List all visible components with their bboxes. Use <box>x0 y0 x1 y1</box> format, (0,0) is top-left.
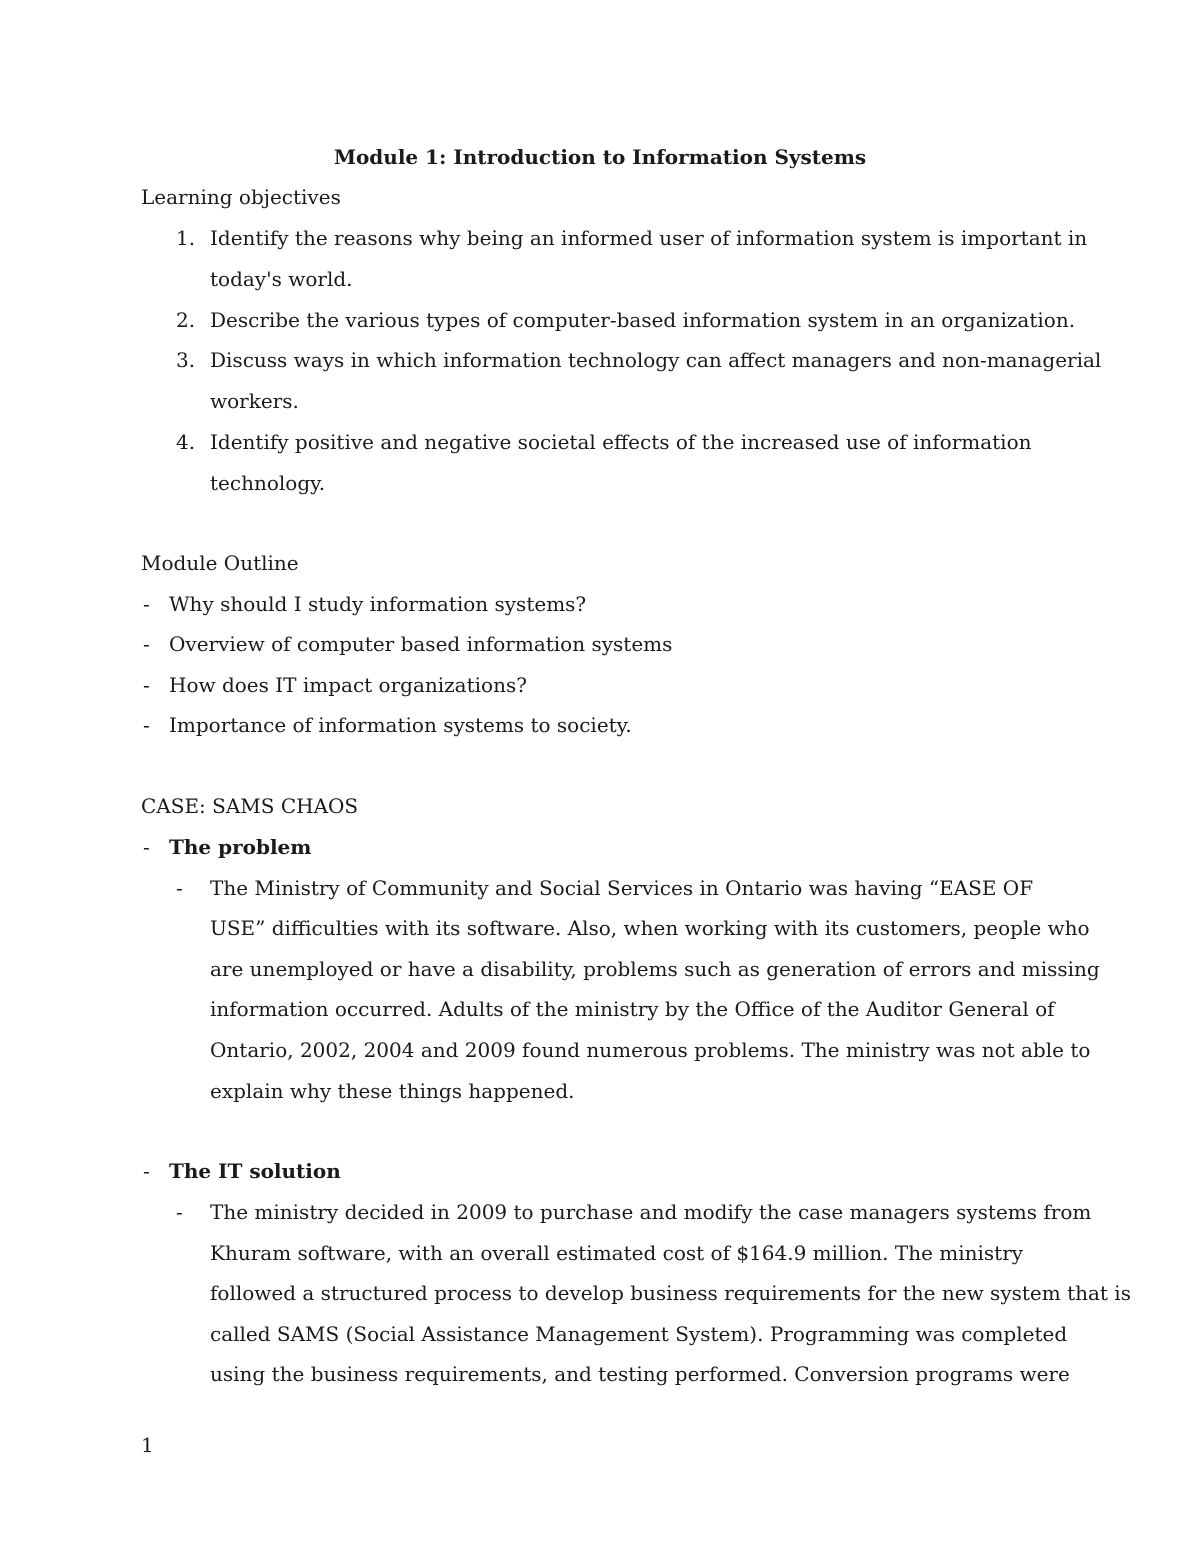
objective-2-line-1: Describe the various types of computer-based information system in an organization. <box>210 308 1076 332</box>
objective-4-number: 4. <box>176 430 196 454</box>
outline-heading: Module Outline <box>141 551 299 575</box>
problem-line-2: USE” difficulties with its software. Also, when working with its customers, people who <box>210 916 1090 940</box>
problem-line-6: explain why these things happened. <box>210 1079 575 1103</box>
solution-heading: The IT solution <box>169 1159 341 1183</box>
solution-line-2: Khuram software, with an overall estimated cost of $164.9 million. The ministry <box>210 1241 1024 1265</box>
problem-line-4: information occurred. Adults of the ministry by the Office of the Auditor General of <box>210 997 1055 1021</box>
objective-4-line-1: Identify positive and negative societal effects of the increased use of information <box>210 430 1032 454</box>
case-heading: CASE: SAMS CHAOS <box>141 794 359 818</box>
outline-item-3: How does IT impact organizations? <box>169 673 527 697</box>
solution-bullet: - <box>176 1200 183 1224</box>
case-bullet: - <box>143 1159 150 1183</box>
objective-3-number: 3. <box>176 348 196 372</box>
outline-item-4: Importance of information systems to society. <box>169 713 632 737</box>
objective-1-number: 1. <box>176 226 196 250</box>
objective-4-line-2: technology. <box>210 471 326 495</box>
objective-3-line-2: workers. <box>210 389 299 413</box>
solution-line-3: followed a structured process to develop business requirements for the new system that is <box>210 1281 1131 1305</box>
objective-1-line-1: Identify the reasons why being an informed user of information system is important in <box>210 226 1088 250</box>
problem-line-5: Ontario, 2002, 2004 and 2009 found numerous problems. The ministry was not able to <box>210 1038 1091 1062</box>
page-number: 1 <box>141 1433 154 1457</box>
problem-line-1: The Ministry of Community and Social Services in Ontario was having “EASE OF <box>210 876 1034 900</box>
problem-heading: The problem <box>169 835 312 859</box>
objective-3-line-1: Discuss ways in which information technology can affect managers and non-managerial <box>210 348 1102 372</box>
outline-bullet: - <box>143 713 150 737</box>
problem-line-3: are unemployed or have a disability, problems such as generation of errors and missing <box>210 957 1100 981</box>
outline-bullet: - <box>143 673 150 697</box>
page-title: Module 1: Introduction to Information Systems <box>333 145 867 169</box>
outline-item-1: Why should I study information systems? <box>169 592 587 616</box>
problem-bullet: - <box>176 876 183 900</box>
solution-line-1: The ministry decided in 2009 to purchase and modify the case managers systems from <box>210 1200 1092 1224</box>
outline-bullet: - <box>143 632 150 656</box>
solution-line-4: called SAMS (Social Assistance Management System). Programming was completed <box>210 1322 1068 1346</box>
objective-1-line-2: today's world. <box>210 267 353 291</box>
outline-bullet: - <box>143 592 150 616</box>
objectives-heading: Learning objectives <box>141 185 341 209</box>
objective-2-number: 2. <box>176 308 196 332</box>
solution-line-5: using the business requirements, and testing performed. Conversion programs were <box>210 1362 1070 1386</box>
case-bullet: - <box>143 835 150 859</box>
outline-item-2: Overview of computer based information systems <box>169 632 673 656</box>
